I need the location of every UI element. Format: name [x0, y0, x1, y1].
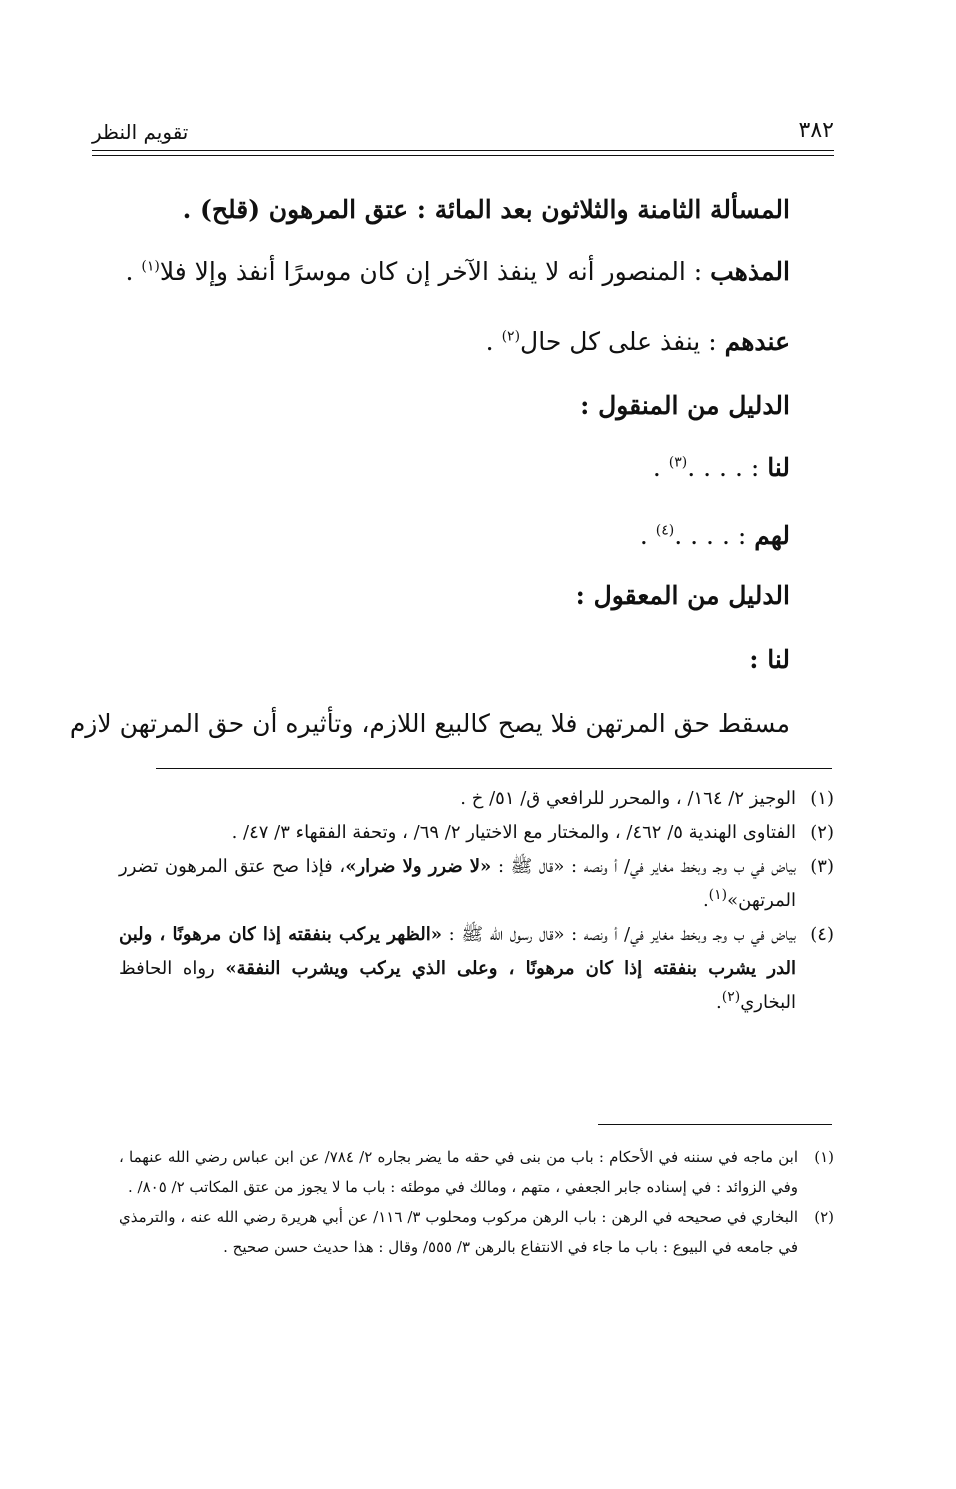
footnote-text: الوجيز ٢/ ١٦٤/ ، والمحرر للرافعي ق/ ٥١/ خ .	[460, 788, 796, 809]
issue-title: المسألة الثامنة والثلاثون بعد المائة : عتق المرهون (قلح) .	[182, 195, 790, 224]
header-rule-thin	[92, 155, 834, 156]
subfootnote-ref-1: (١)	[708, 887, 728, 903]
header-rule	[92, 150, 834, 151]
footnote-ref-4: (٤)	[655, 522, 675, 539]
maqul-heading: الدليل من المعقول :	[575, 581, 790, 610]
subfootnote-ref-2: (٢)	[721, 989, 741, 1005]
footnote-end: .	[702, 890, 709, 911]
footnote-item	[119, 782, 834, 816]
footnote-text-part: رواه الحافظ البخاري	[119, 958, 796, 1013]
page-number: ٣٨٢	[798, 118, 834, 143]
lahum-line	[150, 516, 790, 556]
footnote-item	[119, 850, 834, 918]
footnote-end: .	[715, 992, 722, 1013]
indahum-line	[150, 322, 790, 362]
indahum-label: عندهم	[724, 327, 790, 356]
footnote-text-part: بياض في ب وجـ وبخط مغاير في/ أ ونصه : «قال ﷺ :	[497, 856, 797, 877]
footnote-text	[119, 850, 796, 918]
footnote-ref-1: (١)	[141, 258, 160, 275]
footnote-ref-2: (٢)	[501, 328, 521, 345]
subfootnote-item	[119, 1202, 834, 1262]
subfootnote-item	[119, 1142, 834, 1202]
lana-text: : . . . .	[687, 453, 760, 482]
madhhab-line	[125, 252, 790, 292]
hadith-text: «لا ضرر ولا ضرار»	[345, 856, 492, 877]
manqul-heading: الدليل من المنقول :	[580, 391, 790, 420]
subfootnote-separator	[598, 1124, 832, 1125]
footnote-text-part: بياض في ب وجـ وبخط مغاير في/ أ ونصه : «قال رسول الله ﷺ :	[448, 924, 796, 945]
indahum-text: : ينفذ على كل حال	[520, 327, 717, 356]
lana-end: .	[652, 453, 661, 482]
lahum-text: : . . . .	[674, 521, 747, 550]
footnotes	[119, 782, 834, 1020]
footnote-text: الفتاوى الهندية ٥/ ٤٦٢/ ، والمختار مع الاختيار ٢/ ٦٩/ ، وتحفة الفقهاء ٣/ ٤٧/ .	[231, 822, 796, 843]
hadith-text: «الظهر يركب بنفقته إذا كان مرهونًا ، ولبن الدر يشرب بنفقته إذا كان مرهونًا ، وعلى الذي يركب ويشرب النفقة»	[119, 924, 796, 979]
footnote-separator	[156, 768, 832, 769]
subfootnote-text: ابن ماجه في سننه في الأحكام : باب من بنى في حقه ما يضر بجاره ٢/ ٧٨٤/ عن ابن عباس رضي الله عنهما ، وفي الزوائد : في إسناده جابر الجعفي ، متهم ، ومالك في موطئه : باب ما لا يجوز من عتق المكاتب ٢/ ٨٠٥/ .	[119, 1148, 799, 1196]
footnote-text	[119, 918, 796, 1020]
footnote-number: (٢)	[810, 822, 834, 843]
madhhab-text: : المنصور أنه لا ينفذ الآخر إن كان موسرًا أنفذ وإلا فلا	[159, 257, 703, 286]
subfootnote-text: البخاري في صحيحه في الرهن : باب الرهن مركوب ومحلوب ٣/ ١١٦/ عن أبي هريرة رضي الله عنه ، والترمذي في جامعه في البيوع : باب ما جاء في الانتفاع بالرهن ٣/ ٥٥٥/ وقال : هذا حديث حسن صحيح .	[119, 1208, 798, 1256]
argument-text: مسقط حق المرتهن فلا يصح كالبيع اللازم، وتأثيره أن حق المرتهن لازم	[69, 709, 790, 738]
lahum-label: لهم	[754, 521, 790, 550]
footnote-number: (١)	[810, 788, 834, 809]
subfootnote-number: (٢)	[814, 1208, 834, 1226]
lana-label: لنا	[767, 453, 790, 482]
lahum-end: .	[639, 521, 648, 550]
subfootnotes	[119, 1142, 834, 1262]
madhhab-label: المذهب	[710, 257, 790, 286]
footnote-ref-3: (٣)	[668, 454, 688, 471]
page-header	[92, 118, 834, 150]
footnote-text-part: ، فإذا صح عتق المرهون تضرر المرتهن»	[119, 856, 796, 911]
lana-maqul-label: لنا :	[749, 645, 790, 674]
indahum-end: .	[485, 327, 494, 356]
footnote-item	[119, 918, 834, 1020]
footnote-number: (٤)	[810, 924, 834, 945]
footnote-item	[119, 816, 834, 850]
running-title: تقويم النظر	[92, 120, 189, 144]
subfootnote-number: (١)	[814, 1148, 834, 1166]
footnote-number: (٣)	[810, 856, 834, 877]
lana-manqul-line	[150, 448, 790, 488]
madhhab-end: .	[125, 257, 134, 286]
